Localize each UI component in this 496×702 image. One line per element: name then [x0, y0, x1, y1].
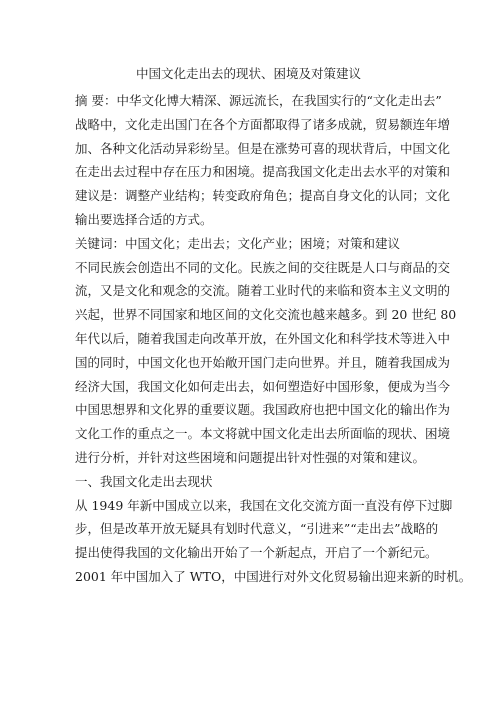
- intro-line: 年代以后，随着我国走向改革开放，在外国文化和科学技术等进入中: [75, 330, 451, 346]
- intro-line: 中国思想界和文化界的重要议题。我国政府也把中国文化的输出作为: [75, 402, 451, 418]
- abstract-line: 在走出去过程中存在压力和困境。提高我国文化走出去水平的对策和: [75, 164, 451, 180]
- section1-line: 从 1949 年新中国成立以来，我国在文化交流方面一直没有停下过脚: [75, 497, 453, 513]
- abstract-line: 摘 要：中华文化博大精深、源远流长，在我国实行的“文化走出去”: [75, 93, 442, 108]
- document-title: 中国文化走出去的现状、困境及对策建议: [135, 66, 361, 81]
- abstract-line: 战略中，文化走出国门在各个方面都取得了诸多成就，贸易额连年增: [75, 116, 451, 132]
- intro-line: 经济大国，我国文化如何走出去，如何塑造好中国形象，便成为当今: [75, 378, 451, 394]
- intro-line: 文化工作的重点之一。本文将就中国文化走出去所面临的现状、困境: [75, 426, 451, 442]
- abstract-line: 加、各种文化活动异彩纷呈。但是在涨势可喜的现状背后，中国文化: [75, 140, 451, 156]
- intro-line: 进行分析，并针对这些困境和问题提出针对性强的对策和建议。: [75, 449, 426, 465]
- intro-line: 兴起，世界不同国家和地区间的文化交流也越来越多。到 20 世纪 80: [75, 307, 457, 323]
- document-body: [75, 64, 472, 589]
- intro-line: 国的同时，中国文化也开始敞开国门走向世界。并且，随着我国成为: [75, 354, 451, 370]
- abstract-paragraph: [75, 89, 451, 232]
- intro-line: 流，又是文化和观念的交流。随着工业时代的来临和资本主义文明的: [75, 283, 451, 299]
- section1-line: 提出使得我国的文化输出开始了一个新起点，开启了一个新纪元。: [75, 545, 438, 561]
- intro-line: 不同民族会创造出不同的文化。民族之间的交往既是人口与商品的交: [75, 259, 451, 275]
- abstract-line: 建议是：调整产业结构；转变政府角色；提高自身文化的认同；文化: [75, 188, 451, 204]
- section1-line: 2001 年中国加入了 WTO，中国进行对外文化贸易输出迎来新的时机。: [75, 568, 472, 584]
- abstract-line: 输出要选择合适的方式。: [75, 211, 213, 227]
- keywords-line: 关键词：中国文化；走出去；文化产业；困境；对策和建议: [75, 235, 401, 251]
- section-heading: 一、我国文化走出去现状: [75, 473, 213, 489]
- intro-paragraph: [75, 256, 457, 470]
- section1-line: 步，但是改革开放无疑具有划时代意义，“引进来”“走出去”战略的: [75, 521, 439, 537]
- keywords-paragraph: [75, 232, 422, 256]
- section1-paragraph: [75, 494, 472, 589]
